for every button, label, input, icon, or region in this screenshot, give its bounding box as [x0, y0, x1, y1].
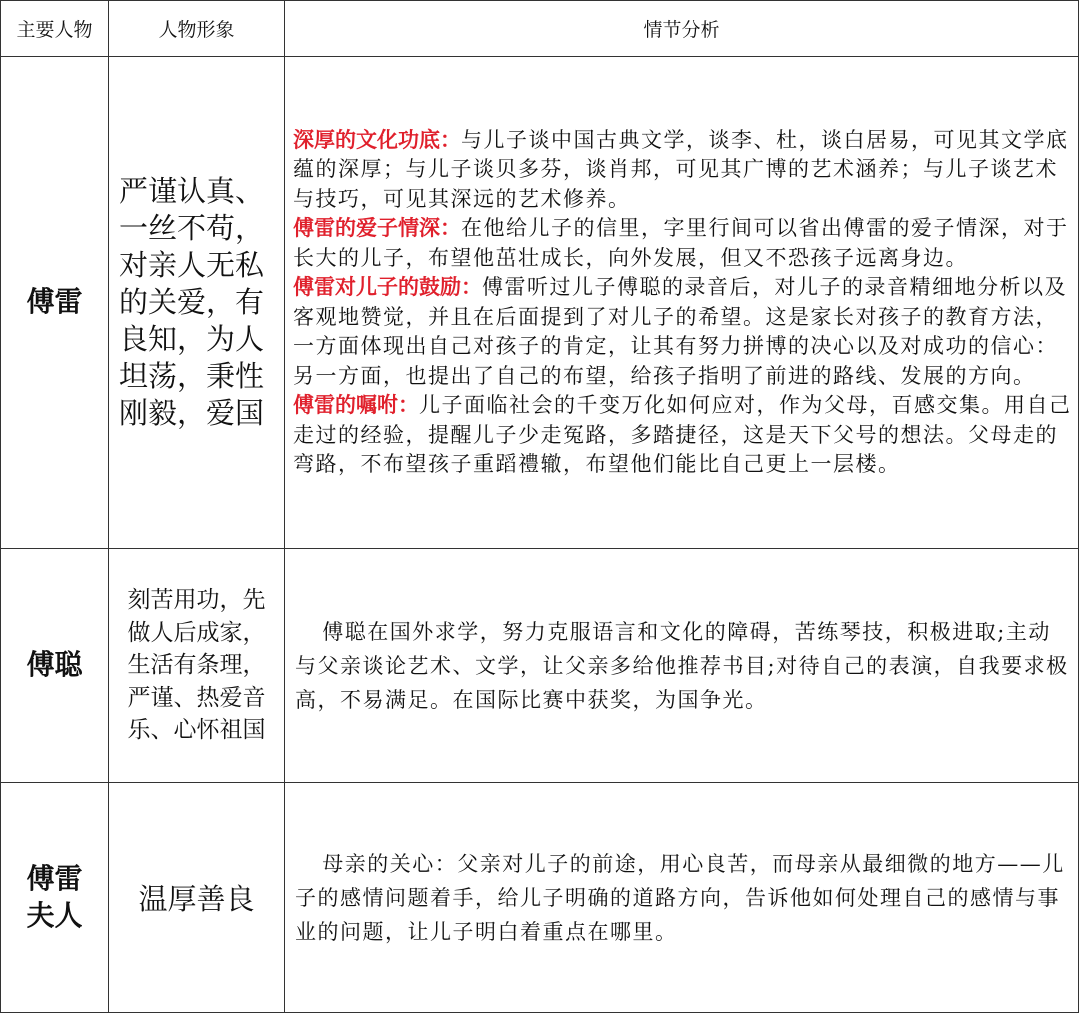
table-row [1, 57, 1079, 549]
paragraph-text: 傅雷听过儿子傅聪的录音后，对儿子的录音精细地分析以及客观地赞觉，并且在后面提到了对儿子的希望。这是家长对孩子的教育方法，一方面体现出自己对孩子的肯定，让其有努力拼博的决心以及对成功的信心：另一方面，也提出了自己的布望，给孩子指明了前进的路线、发展的方向。 [293, 275, 1067, 388]
paragraph-text: 傅聪在国外求学，努力克服语言和文化的障碍，苦练琴技，积极进取;主动与父亲谈论艺术、文学，让父亲多给他推荐书目;对待自己的表演，自我要求极高，不易满足。在国际比赛中获奖，为国争光。 [295, 619, 1069, 712]
plot-analysis [285, 57, 1079, 549]
header-row [1, 1, 1079, 57]
header-image: 人物形象 [109, 1, 285, 57]
paragraph-title: 深厚的文化功底： [293, 127, 461, 152]
paragraph-text: 儿子面临社会的千变万化如何应对，作为父母，百感交集。用自己走过的经验，提醒儿子少走冤路，多踏捷径，这是天下父号的想法。父母走的弯路，不布望孩子重蹈禮辙，布望他们能比自己更上一层楼。 [293, 393, 1072, 476]
character-traits: 刻苦用功，先做人后成家，生活有条理，严谨、热爱音乐、心怀祖国 [109, 549, 285, 783]
paragraph-title: 傅雷的爱子情深： [293, 216, 461, 240]
table-row [1, 783, 1079, 1013]
analysis-paragraph [293, 273, 1072, 391]
plot-analysis [285, 783, 1079, 1013]
character-traits: 温厚善良 [109, 783, 285, 1013]
character-name: 傅聪 [1, 549, 109, 783]
paragraph-title: 傅雷对儿子的鼓励： [293, 275, 482, 299]
analysis-paragraph [293, 391, 1072, 480]
character-traits: 严谨认真、一丝不苟，对亲人无私的关爱，有良知，为人坦荡，秉性刚毅，爱国 [109, 57, 285, 549]
table-row [1, 549, 1079, 783]
header-analysis: 情节分析 [285, 1, 1079, 57]
plot-analysis [285, 549, 1079, 783]
paragraph-title: 傅雷的嘱咐： [293, 393, 419, 417]
analysis-paragraph [293, 126, 1072, 215]
paragraph-text: 与儿子谈中国古典文学，谈李、杜，谈白居易，可见其文学底蕴的深厚；与儿子谈贝多芬，谈肖邦，可见其广博的艺术涵养；与儿子谈艺术与技巧，可见其深远的艺术修养。 [293, 127, 1069, 211]
paragraph-text: 在他给儿子的信里，字里行间可以省出傅雷的爱子情深，对于长大的儿子，布望他茁壮成长，向外发展，但又不恐孩子远离身边。 [293, 216, 1069, 270]
header-character: 主要人物 [1, 1, 109, 57]
character-name: 傅雷 [1, 57, 109, 549]
paragraph-text: 母亲的关心：父亲对儿子的前途，用心良苦，而母亲从最细微的地方——儿子的感情问题着手，给儿子明确的道路方向，告诉他如何处理自己的感情与事业的问题，让儿子明白着重点在哪里。 [295, 851, 1065, 944]
analysis-paragraph [293, 214, 1072, 273]
character-name: 傅雷夫人 [1, 783, 109, 1013]
